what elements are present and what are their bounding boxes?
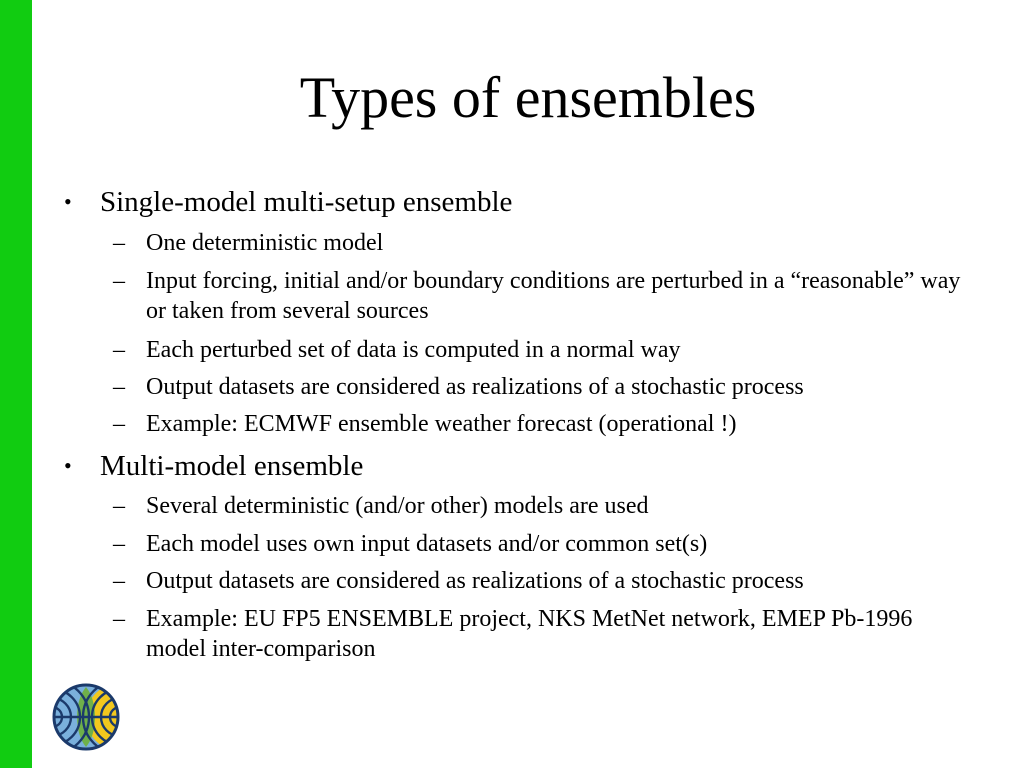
- sub-bullet-text: Each perturbed set of data is computed in a normal way: [146, 337, 681, 363]
- sub-bullet-item: [113, 409, 976, 439]
- sub-bullet-text: Example: ECMWF ensemble weather forecast (operational !): [146, 411, 737, 437]
- sub-bullet-item: [113, 372, 976, 402]
- sub-bullet-text: Input forcing, initial and/or boundary conditions are perturbed in a “reasonable” way or taken from several sources: [146, 268, 961, 324]
- sub-bullet-item: [113, 266, 976, 326]
- sub-bullet-item: [113, 529, 976, 559]
- side-accent-bar: [0, 0, 32, 768]
- sub-bullet-text: Each model uses own input datasets and/or common set(s): [146, 531, 708, 557]
- dash-glyph: –: [113, 493, 125, 519]
- sub-bullet-text: Several deterministic (and/or other) models are used: [146, 493, 649, 519]
- institution-logo-icon: [52, 683, 120, 751]
- bullet-text: Single-model multi-setup ensemble: [100, 186, 513, 218]
- dash-glyph: –: [113, 268, 125, 294]
- dash-glyph: –: [113, 568, 125, 594]
- bullet-item: [64, 450, 980, 482]
- bullet-item: [64, 186, 980, 218]
- dash-glyph: –: [113, 531, 125, 557]
- dash-glyph: –: [113, 337, 125, 363]
- bullet-glyph: •: [64, 189, 72, 214]
- sub-bullet-item: [113, 491, 976, 521]
- sub-bullet-item: [113, 335, 976, 365]
- sub-bullet-item: [113, 604, 976, 664]
- sub-bullet-text: Output datasets are considered as realizations of a stochastic process: [146, 568, 804, 594]
- bullet-text: Multi-model ensemble: [100, 450, 364, 482]
- sub-bullet-item: [113, 228, 976, 258]
- dash-glyph: –: [113, 411, 125, 437]
- sub-bullet-text: Output datasets are considered as realizations of a stochastic process: [146, 374, 804, 400]
- dash-glyph: –: [113, 374, 125, 400]
- sub-bullet-text: Example: EU FP5 ENSEMBLE project, NKS MetNet network, EMEP Pb-1996 model inter-comparison: [146, 606, 913, 662]
- dash-glyph: –: [113, 606, 125, 632]
- sub-bullet-item: [113, 566, 976, 596]
- dash-glyph: –: [113, 230, 125, 256]
- bullet-glyph: •: [64, 453, 72, 478]
- sub-bullet-text: One deterministic model: [146, 230, 384, 256]
- slide-title: Types of ensembles: [299, 65, 757, 130]
